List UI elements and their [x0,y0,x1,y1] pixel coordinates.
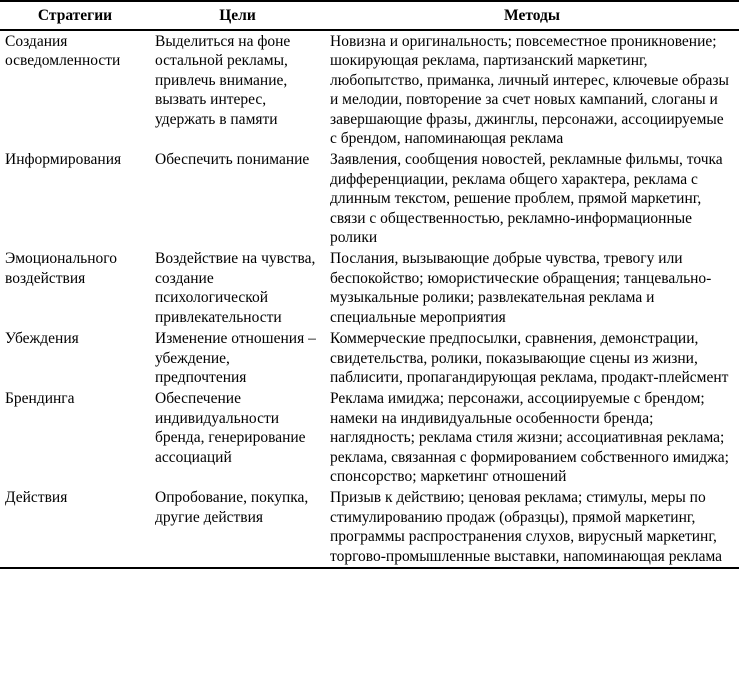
strategy-cell: Действия [5,489,68,507]
strategy-cell: Убеждения [5,330,79,348]
goal-cell: Изменение отношения – убеждение, предпочтения [155,330,316,386]
strategy-cell: Информирования [5,151,122,169]
goal-cell: Обеспечить понимание [155,151,310,169]
table-row [0,487,739,568]
strategy-cell: Создания осведомленности [5,33,121,70]
goal-cell: Воздействие на чувства, создание психологической привлекательности [155,250,316,326]
table-row [0,30,739,149]
table-header-row [0,1,739,30]
methods-cell: Заявления, сообщения новостей, рекламные фильмы, точка дифференциации, реклама общего характера, реклама с длинным текстом, решение проблем, прямой маркетинг, связи с общественностью, рекламно-информационные ролики [330,151,723,247]
goal-cell: Выделиться на фоне остальной рекламы, привлечь внимание, вызвать интерес, удержать в памяти [155,33,291,128]
column-header-strategies: Стратегии [0,1,150,30]
strategy-cell: Эмоционального воздействия [5,250,118,287]
column-header-goals: Цели [150,1,325,30]
table-row [0,388,739,487]
table-body [0,30,739,568]
strategy-cell: Брендинга [5,390,75,408]
goal-cell: Обеспечение индивидуальности бренда, генерирование ассоциаций [155,390,306,466]
table-row [0,328,739,388]
methods-cell: Новизна и оригинальность; повсеместное проникновение; шокирующая реклама, партизанский маркетинг, любопытство, приманка, личный интерес, ключевые образы и мелодии, повторение за счет новых кампаний, слоганы и завершающие фразы, джинглы, персонажи, ассоциируемые с брендом, напоминающая реклама [330,33,729,148]
methods-cell: Коммерческие предпосылки, сравнения, демонстрации, свидетельства, ролики, показывающие сцены из жизни, паблисити, пропагандирующая реклама, продакт-плейсмент [330,330,729,386]
table-row [0,248,739,328]
methods-cell: Реклама имиджа; персонажи, ассоциируемые с брендом; намеки на индивидуальные особенности бренда; наглядность; реклама стиля жизни; ассоциативная реклама; реклама, связанная с формированием собственного имиджа; спонсорство; маркетинг отношений [330,390,729,485]
goal-cell: Опробование, покупка, другие действия [155,489,309,526]
methods-cell: Призыв к действию; ценовая реклама; стимулы, меры по стимулированию продаж (образцы), прямой маркетинг, программы распространения слухов, вирусный маркетинг, торгово-промышленные выставки, напоминающая реклама [330,489,723,565]
column-header-methods: Методы [325,1,739,30]
table-row [0,149,739,248]
methods-cell: Послания, вызывающие добрые чувства, тревогу или беспокойство; юмористические обращения; танцевально-музыкальные ролики; развлекательная реклама и специальные мероприятия [330,250,712,326]
